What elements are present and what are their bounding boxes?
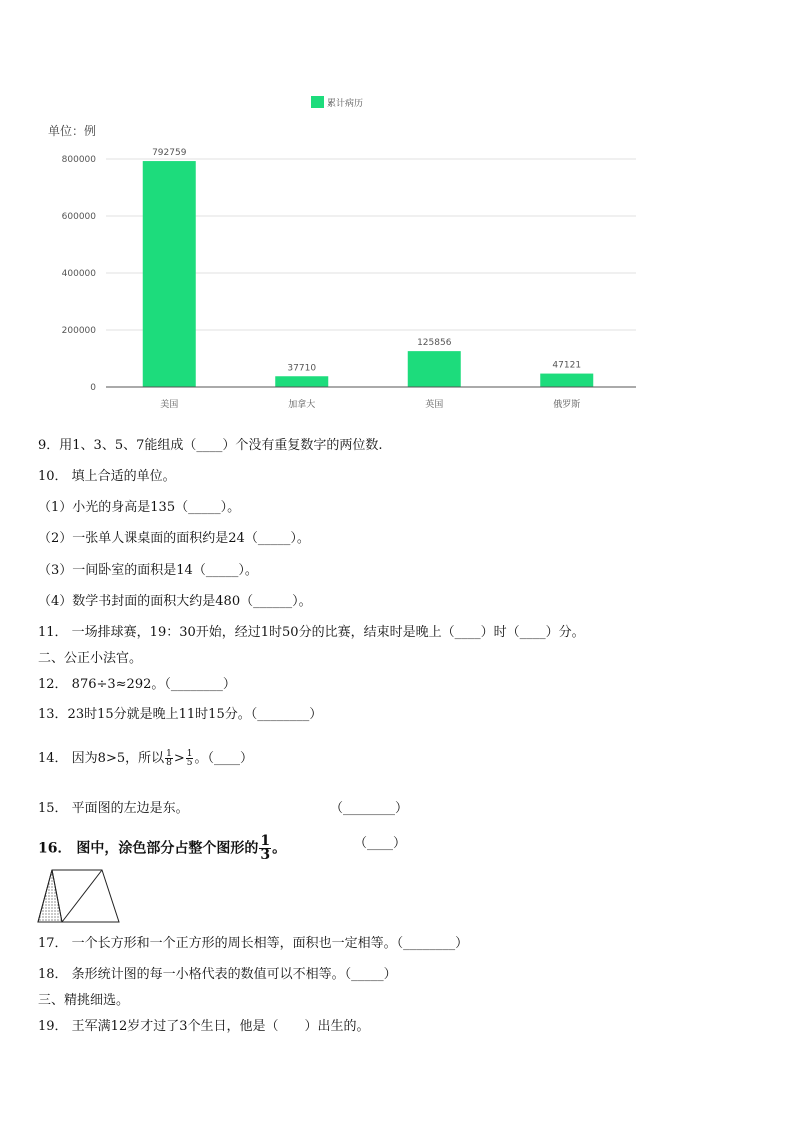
- x-tick-label: 加拿大: [288, 400, 316, 410]
- question-10-2: （2）一张单人课桌面的面积约是24（_____）。: [38, 531, 310, 546]
- legend-swatch: [311, 96, 324, 108]
- section-2-heading: 二、公正小法官。: [38, 651, 143, 666]
- y-tick-label: 400000: [61, 269, 96, 279]
- question-16: 16． 图中，涂色部分占整个图形的 $\frac{1}{3}$ 。: [38, 833, 287, 863]
- question-10-3: （3）一间卧室的面积是14（_____）。: [38, 563, 258, 578]
- fraction-one-eighth: $\frac{1}{8}$: [166, 749, 172, 768]
- question-10-1: （1）小光的身高是135（_____）。: [38, 500, 241, 515]
- data-label: 125856: [417, 338, 452, 349]
- x-tick-label: 俄罗斯: [553, 400, 581, 410]
- y-tick-label: 800000: [61, 155, 96, 165]
- question-14: 14． 因为8>5，所以 $\frac{1}{8}$ > $\frac{1}{5}$ 。（____）: [38, 749, 253, 768]
- chart-data-labels: [152, 148, 581, 373]
- question-15: 15． 平面图的左边是东。: [38, 801, 189, 816]
- chart-unit-label: 单位：例: [48, 124, 97, 138]
- question-19: 19． 王军满12岁才过了3个生日，他是（ ）出生的。: [38, 1019, 370, 1034]
- data-label: 792759: [152, 148, 187, 159]
- bar: [408, 351, 461, 387]
- fraction-one-fifth: $\frac{1}{5}$: [186, 749, 193, 768]
- trapezoid-figure: [36, 868, 126, 928]
- x-tick-label: 英国: [425, 400, 444, 410]
- question-17: 17． 一个长方形和一个正方形的周长相等，面积也一定相等。（________）: [38, 936, 469, 951]
- chart-y-ticks: [62, 155, 97, 393]
- legend-label: 累计病历: [327, 99, 364, 109]
- question-9: 9．用1、3、5、7能组成（____）个没有重复数字的两位数.: [38, 438, 383, 453]
- question-11: 11． 一场排球赛，19：30开始，经过1时50分的比赛，结束时是晚上（____）时（____）分。: [38, 625, 585, 640]
- question-10-4: （4）数学书封面的面积大约是480（______）。: [38, 594, 312, 609]
- question-15-blank: （________）: [330, 801, 409, 816]
- fraction-one-third: $\frac{1}{3}$: [260, 833, 271, 863]
- section-3-heading: 三、精挑细选。: [38, 993, 130, 1008]
- question-12: 12． 876÷3≈292。（________）: [38, 677, 236, 692]
- question-10: 10． 填上合适的单位。: [38, 469, 176, 484]
- bar-chart: [0, 0, 794, 420]
- bar: [143, 161, 196, 387]
- question-13: 13．23时15分就是晚上11时15分。（________）: [38, 707, 323, 722]
- question-16-blank: （____）: [354, 836, 407, 851]
- chart-x-ticks: [160, 398, 580, 410]
- question-18: 18． 条形统计图的每一小格代表的数值可以不相等。（_____）: [38, 967, 397, 982]
- data-label: 37710: [287, 363, 317, 374]
- y-tick-label: 0: [90, 383, 96, 393]
- y-tick-label: 600000: [61, 212, 96, 222]
- x-tick-label: 美国: [160, 400, 179, 410]
- bar: [275, 376, 328, 387]
- inner-line-2: [62, 870, 102, 922]
- y-tick-label: 200000: [61, 326, 96, 336]
- chart-bars: [143, 161, 594, 387]
- question-14-text: 14． 因为8>5，所以: [38, 751, 165, 766]
- bar: [540, 374, 593, 387]
- data-label: 47121: [552, 360, 582, 371]
